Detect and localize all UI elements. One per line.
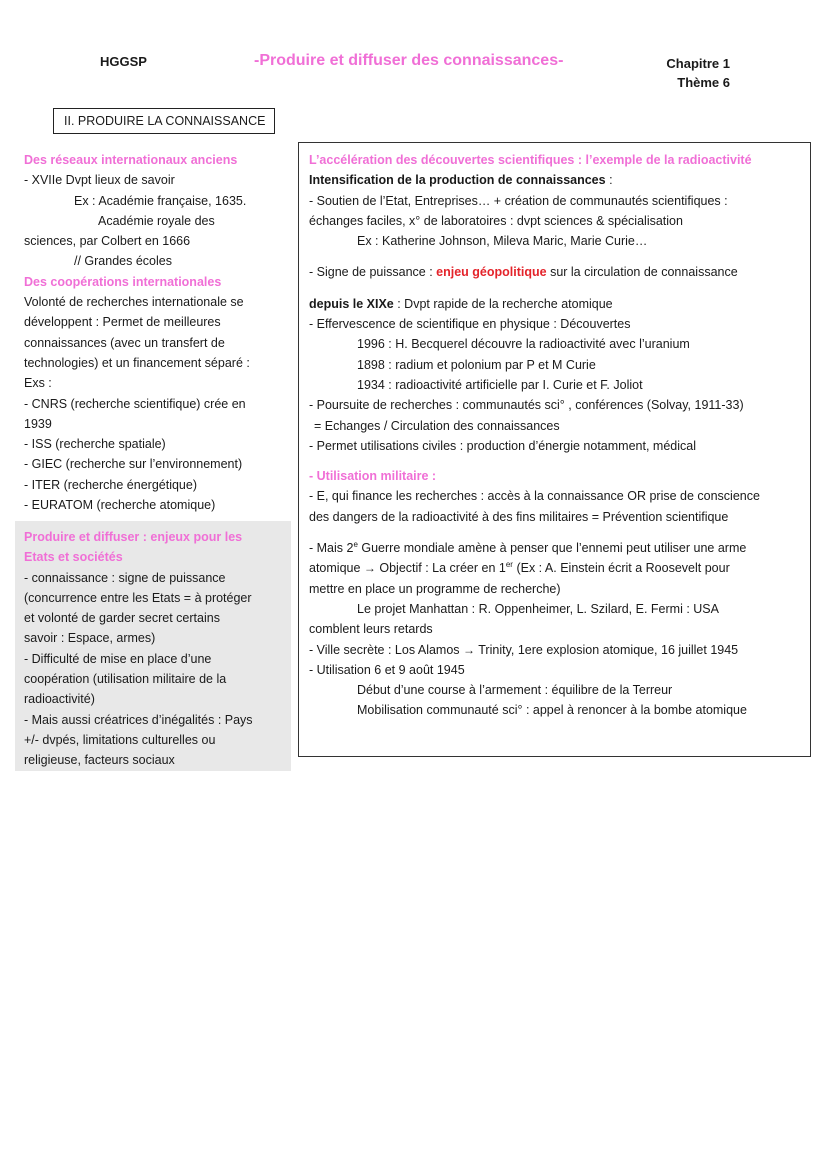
right-line: - Effervescence de scientifique en physique : Découvertes bbox=[309, 317, 631, 332]
stakes-line: - Mais aussi créatrices d’inégalités : Pays bbox=[24, 712, 253, 727]
right-line: 1934 : radioactivité artificielle par I. Curie et F. Joliot bbox=[357, 377, 643, 392]
right-line: - Utilisation 6 et 9 août 1945 bbox=[309, 662, 465, 677]
right-line: mettre en place un programme de recherche) bbox=[309, 581, 561, 596]
intensification-rest: : bbox=[605, 173, 613, 188]
right-line: Mobilisation communauté sci° : appel à renoncer à la bombe atomique bbox=[357, 703, 747, 718]
right-line: Le projet Manhattan : R. Oppenheimer, L. Szilard, E. Fermi : USA bbox=[357, 601, 719, 616]
stakes-line: religieuse, facteurs sociaux bbox=[24, 753, 175, 768]
since-rest: : Dvpt rapide de la recherche atomique bbox=[393, 296, 613, 311]
right-line: - Soutien de l’Etat, Entreprises… + création de communautés scientifiques : bbox=[309, 193, 728, 208]
stakes-box bbox=[15, 521, 291, 771]
arrow-right-icon: → bbox=[463, 642, 476, 657]
chapter-theme-block bbox=[640, 54, 730, 92]
war-line bbox=[309, 538, 800, 558]
arrow-right-icon: → bbox=[363, 561, 376, 576]
section-title: II. PRODUIRE LA CONNAISSANCE bbox=[53, 108, 275, 134]
stakes-line: +/- dvpés, limitations culturelles ou bbox=[24, 732, 216, 747]
right-line: 1898 : radium et polonium par P et M Curie bbox=[357, 357, 596, 372]
left-line: 1939 bbox=[24, 416, 52, 431]
right-line: - E, qui finance les recherches : accès à la connaissance OR prise de conscience bbox=[309, 489, 760, 504]
left-line: Volonté de recherches internationale se bbox=[24, 295, 244, 310]
left-line: technologies) et un financement séparé : bbox=[24, 355, 250, 370]
objective-mid: Objectif : La créer en 1 bbox=[375, 561, 506, 576]
power-prefix: - Signe de puissance : bbox=[309, 265, 437, 280]
left-line: sciences, par Colbert en 1666 bbox=[24, 234, 191, 249]
war-sup: e bbox=[353, 539, 358, 549]
secret-city-line bbox=[309, 640, 800, 660]
left-line: - CNRS (recherche scientifique) crée en bbox=[24, 396, 246, 411]
left-line: - ISS (recherche spatiale) bbox=[24, 437, 166, 452]
stakes-line: - connaissance : signe de puissance bbox=[24, 570, 226, 585]
left-line: Ex : Académie française, 1635. bbox=[74, 193, 247, 208]
stakes-line: (concurrence entre les Etats = à protéger bbox=[24, 590, 252, 605]
chapter-label: Chapitre 1 bbox=[666, 56, 730, 71]
war-prefix: - Mais 2 bbox=[309, 541, 354, 556]
left-heading-cooperations: Des coopérations internationales bbox=[24, 274, 222, 289]
stakes-heading: Produire et diffuser : enjeux pour les bbox=[24, 530, 243, 544]
left-line: connaissances (avec un transfert de bbox=[24, 335, 225, 350]
left-line: Exs : bbox=[24, 376, 52, 391]
stakes-line: et volonté de garder secret certains bbox=[24, 611, 220, 626]
objective-line bbox=[309, 558, 800, 578]
stakes-heading-2: Etats et sociétés bbox=[24, 550, 123, 565]
stakes-line: savoir : Espace, armes) bbox=[24, 631, 156, 646]
intensification-line bbox=[309, 170, 800, 190]
right-line: comblent leurs retards bbox=[309, 622, 433, 637]
right-line: = Echanges / Circulation des connaissances bbox=[314, 418, 560, 433]
right-line: 1996 : H. Becquerel découvre la radioactivité avec l’uranium bbox=[357, 337, 690, 352]
left-line: - EURATOM (recherche atomique) bbox=[24, 498, 216, 513]
left-line: développent : Permet de meilleures bbox=[24, 315, 221, 330]
right-line: Début d’une course à l’armement : équilibre de la Terreur bbox=[357, 683, 673, 698]
secret-rest: Trinity, 1ere explosion atomique, 16 juillet 1945 bbox=[475, 642, 739, 657]
stakes-line: radioactivité) bbox=[24, 692, 95, 707]
right-line: - Permet utilisations civiles : production d’énergie notamment, médical bbox=[309, 438, 696, 453]
subject-label: HGGSP bbox=[100, 54, 147, 69]
power-suffix: sur la circulation de connaissance bbox=[546, 265, 738, 280]
power-line bbox=[309, 262, 800, 282]
left-column bbox=[24, 150, 286, 515]
left-line: // Grandes écoles bbox=[74, 254, 172, 269]
right-line: Ex : Katherine Johnson, Mileva Maric, Marie Curie… bbox=[357, 234, 648, 249]
left-line: - XVIIe Dvpt lieux de savoir bbox=[24, 173, 175, 188]
since-bold: depuis le XIXe bbox=[309, 296, 394, 311]
left-line: - GIEC (recherche sur l’environnement) bbox=[24, 457, 243, 472]
objective-rest: (Ex : A. Einstein écrit a Roosevelt pour bbox=[512, 561, 730, 576]
objective-sup: er bbox=[505, 560, 513, 570]
stakes-line: - Difficulté de mise en place d’une bbox=[24, 651, 212, 666]
page-title: -Produire et diffuser des connaissances- bbox=[254, 52, 564, 69]
stakes-line: coopération (utilisation militaire de la bbox=[24, 672, 227, 687]
right-line: échanges faciles, x° de laboratoires : dvpt sciences & spécialisation bbox=[309, 213, 683, 228]
intensification-bold: Intensification de la production de connaissances bbox=[309, 173, 606, 188]
radioactivity-heading: L’accélération des découvertes scientifiques : l’exemple de la radioactivité bbox=[309, 153, 752, 167]
right-line: des dangers de la radioactivité à des fins militaires = Prévention scientifique bbox=[309, 509, 729, 524]
theme-label: Thème 6 bbox=[677, 75, 730, 90]
radioactivity-box bbox=[298, 142, 811, 757]
right-line: - Poursuite de recherches : communautés sci° , conférences (Solvay, 1911-33) bbox=[309, 398, 744, 413]
geopolitical-stake: enjeu géopolitique bbox=[436, 265, 547, 280]
left-line: - ITER (recherche énergétique) bbox=[24, 477, 197, 492]
secret-prefix: - Ville secrète : Los Alamos bbox=[309, 642, 464, 657]
left-heading-networks: Des réseaux internationaux anciens bbox=[24, 153, 238, 167]
military-heading: - Utilisation militaire : bbox=[309, 469, 437, 484]
war-rest: Guerre mondiale amène à penser que l’ennemi peut utiliser une arme bbox=[357, 541, 747, 556]
objective-prefix: atomique bbox=[309, 561, 364, 576]
since-line bbox=[309, 294, 800, 314]
left-line: Académie royale des bbox=[98, 213, 215, 228]
